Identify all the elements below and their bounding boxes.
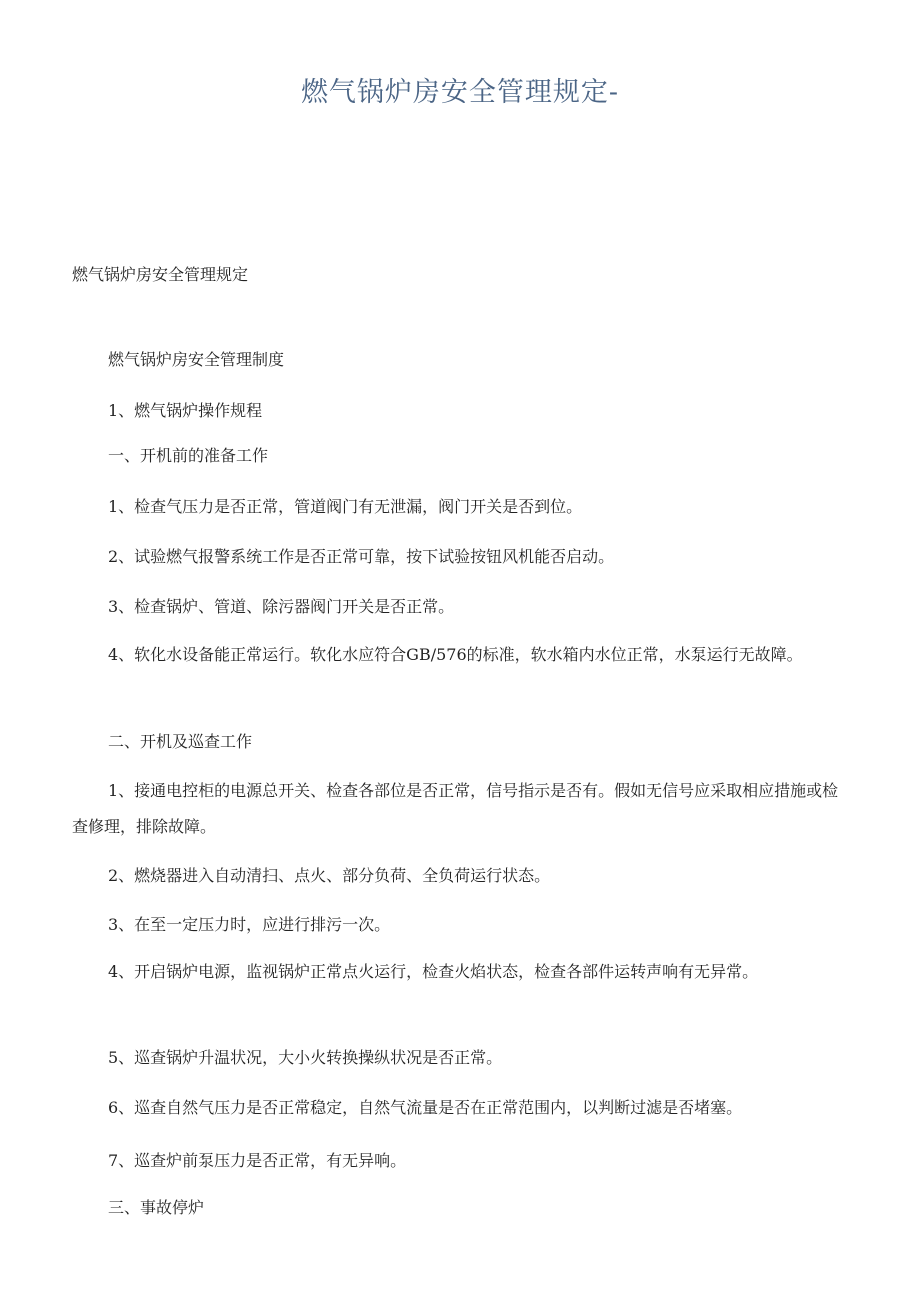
paragraph-startup-2: 2、燃烧器进入自动清扫、点火、部分负荷、全负荷运行状态。 (108, 866, 551, 885)
section-heading-system: 燃气锅炉房安全管理制度 (108, 350, 285, 369)
paragraph-prep-3: 3、检查锅炉、管道、除污器阀门开关是否正常。 (108, 597, 455, 616)
paragraph-startup-5: 5、巡查锅炉升温状况，大小火转换操纵状况是否正常。 (108, 1048, 503, 1067)
section-heading-preparation: 一、开机前的准备工作 (108, 446, 269, 465)
paragraph-startup-1: 1、接通电控柜的电源总开关、检查各部位是否正常，信号指示是否有。假如无信号应采取相应措施或检查修理，排除故障。 (72, 781, 839, 836)
paragraph-startup-6: 6、巡查自然气压力是否正常稳定，自然气流量是否在正常范围内，以判断过滤是否堵塞。 (108, 1098, 743, 1117)
section-heading-startup: 二、开机及巡查工作 (108, 732, 253, 751)
document-subtitle: 燃气锅炉房安全管理规定 (72, 265, 249, 284)
paragraph-startup-4: 4、开启锅炉电源，监视锅炉正常点火运行，检查火焰状态，检查各部件运转声响有无异常。 (108, 962, 759, 981)
paragraph-prep-4: 4、软化水设备能正常运行。软化水应符合GB/576的标准，软水箱内水位正常，水泵运行无故障。 (108, 645, 803, 664)
paragraph-prep-1: 1、检查气压力是否正常，管道阀门有无泄漏，阀门开关是否到位。 (108, 497, 583, 516)
section-heading-procedure: 1、燃气锅炉操作规程 (108, 401, 263, 420)
document-title: 燃气锅炉房安全管理规定- (300, 77, 620, 108)
paragraph-startup-3: 3、在至一定压力时，应进行排污一次。 (108, 915, 391, 934)
section-heading-emergency-stop: 三、事故停炉 (108, 1198, 205, 1217)
paragraph-startup-7: 7、巡查炉前泵压力是否正常，有无异响。 (108, 1151, 407, 1170)
paragraph-prep-2: 2、试验燃气报警系统工作是否正常可靠，按下试验按钮风机能否启动。 (108, 547, 615, 566)
